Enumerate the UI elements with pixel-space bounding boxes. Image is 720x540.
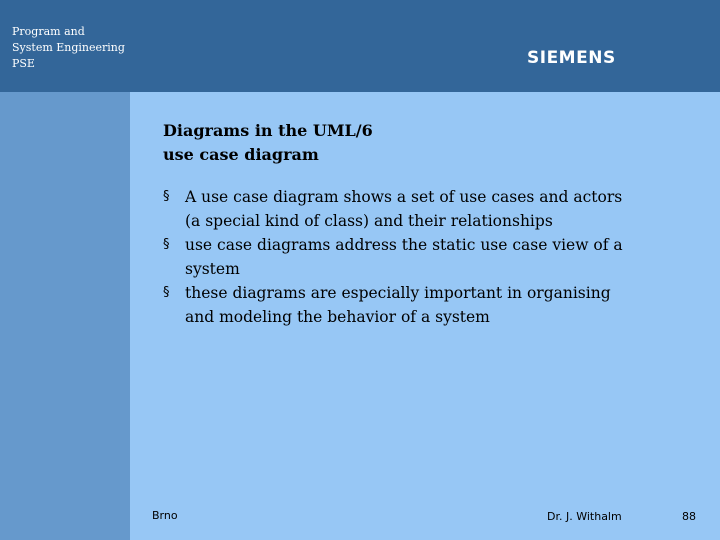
footer-author: Dr. J. Withalm bbox=[547, 510, 622, 523]
bullet-item bbox=[163, 281, 633, 329]
bullet-text: A use case diagram shows a set of use cases and actors (a special kind of class) and their relationships bbox=[185, 188, 623, 230]
org-line-1: Program and bbox=[12, 25, 85, 38]
footer-location: Brno bbox=[152, 509, 178, 522]
bullet-square-icon: § bbox=[163, 189, 170, 204]
title-line-2: use case diagram bbox=[163, 145, 319, 164]
slide-title bbox=[163, 119, 373, 167]
org-line-3: PSE bbox=[12, 57, 35, 70]
header-bar bbox=[0, 0, 720, 92]
org-label bbox=[12, 24, 125, 72]
page-number: 88 bbox=[682, 510, 696, 523]
title-line-1: Diagrams in the UML/6 bbox=[163, 121, 373, 140]
siemens-logo: SIEMENS bbox=[527, 48, 616, 68]
org-line-2: System Engineering bbox=[12, 41, 125, 54]
bullet-text: these diagrams are especially important in organising and modeling the behavior of a system bbox=[185, 284, 611, 326]
bullet-square-icon: § bbox=[163, 237, 170, 252]
bullet-square-icon: § bbox=[163, 285, 170, 300]
bullet-list bbox=[163, 185, 633, 329]
bullet-item bbox=[163, 233, 633, 281]
bullet-item bbox=[163, 185, 633, 233]
left-sidebar-band bbox=[0, 92, 130, 540]
bullet-text: use case diagrams address the static use case view of a system bbox=[185, 236, 623, 278]
